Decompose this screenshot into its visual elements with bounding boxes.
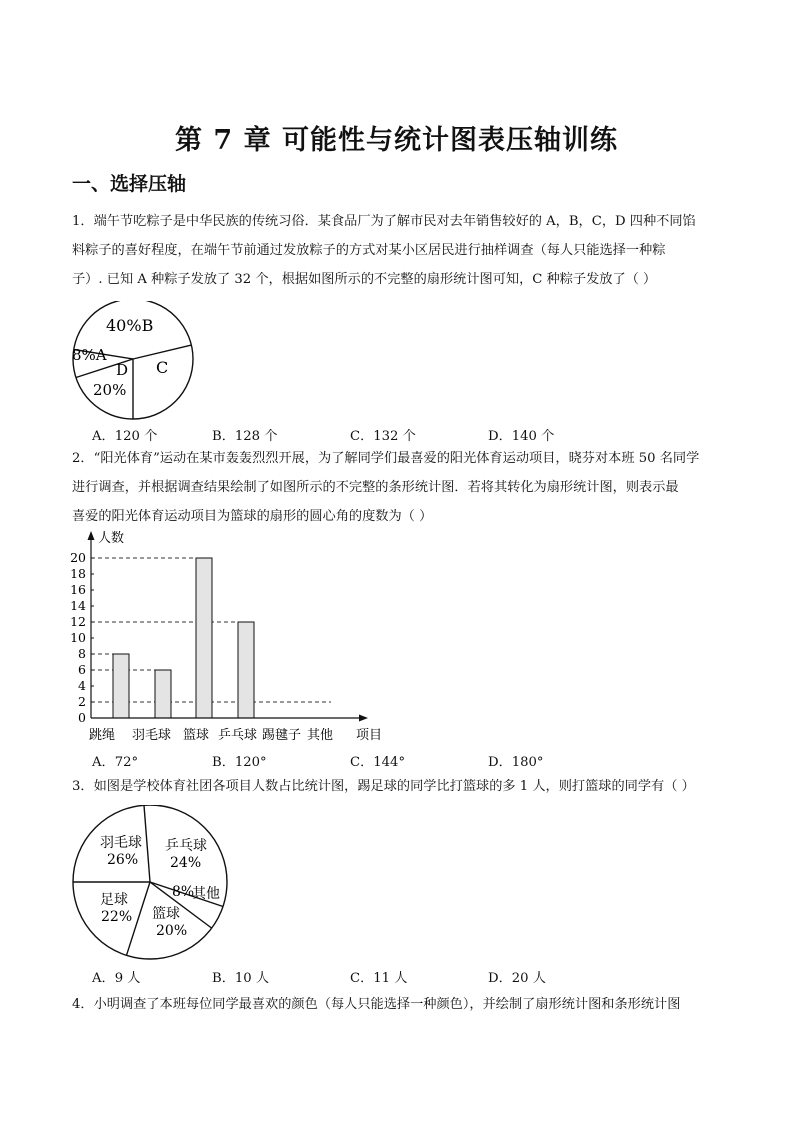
y-tick-label: 8: [78, 646, 86, 661]
y-tick-label: 0: [78, 710, 86, 725]
y-tick-label: 14: [70, 598, 86, 613]
option-b[interactable]: B．10 人: [212, 971, 270, 986]
y-tick-label: 4: [78, 678, 86, 693]
y-tick-label: 20: [70, 550, 86, 565]
page-title: 第 7 章 可能性与统计图表压轴训练: [175, 125, 618, 156]
section-heading: 一、选择压轴: [72, 173, 187, 195]
bar-乒乓球: [238, 622, 254, 718]
y-tick-label: 10: [70, 630, 86, 645]
y-tick-label: 18: [70, 566, 86, 581]
bar-羽毛球: [155, 670, 171, 718]
q2-bar-chart: [66, 527, 386, 747]
question-3-text: [72, 772, 722, 801]
question-1-text: [72, 207, 722, 294]
x-axis-arrow: [359, 715, 368, 722]
x-category-label: 踢毽子: [262, 728, 302, 743]
option-b[interactable]: B．120°: [212, 755, 267, 770]
option-d[interactable]: D．180°: [488, 755, 544, 770]
x-category-label: 篮球: [183, 728, 210, 743]
question-line: 喜爱的阳光体育运动项目为篮球的扇形的圆心角的度数为（ ）: [72, 509, 433, 524]
q3-label-basketball-percent: 20%: [156, 923, 188, 939]
y-tick-label: 16: [70, 582, 86, 597]
q1-label-b: 40%B: [106, 316, 154, 335]
bar-axes: [88, 531, 369, 722]
option-a[interactable]: A．9 人: [92, 971, 141, 986]
y-tick-label: 12: [70, 614, 86, 629]
bar-series: [113, 558, 254, 718]
question-2-text: [72, 444, 722, 531]
question-line: 1．端午节吃粽子是中华民族的传统习俗．某食品厂为了解市民对去年销售较好的 A，B，C，D 四种不同馅: [72, 214, 696, 229]
x-category-label: 跳绳: [89, 728, 116, 743]
pie-divider-b-c: [133, 345, 191, 359]
option-d[interactable]: D．20 人: [488, 971, 546, 986]
y-tick-label: 2: [78, 694, 86, 709]
option-c[interactable]: C．144°: [350, 755, 406, 770]
x-category-label: 其他: [307, 728, 334, 743]
q1-label-a: 8%A: [72, 346, 107, 364]
q1-pie-chart: [66, 301, 200, 421]
q3-label-pingpong-percent: 24%: [170, 855, 202, 871]
x-category-label: 羽毛球: [132, 728, 172, 743]
q1-label-d-percent: 20%: [93, 381, 127, 399]
option-a[interactable]: A．72°: [92, 755, 139, 770]
option-d[interactable]: D．140 个: [488, 429, 555, 444]
q3-label-badminton-percent: 26%: [107, 852, 139, 868]
option-c[interactable]: C．132 个: [350, 429, 416, 444]
y-axis-arrow: [88, 531, 95, 540]
q3-label-basketball: 篮球: [152, 906, 180, 922]
x-category-label: 乒乓球: [218, 728, 258, 743]
pie-divider-badminton-pingpong: [144, 805, 150, 882]
bar-篮球: [196, 558, 212, 718]
question-line: 3．如图是学校体育社团各项目人数占比统计图，踢足球的同学比打篮球的多 1 人，则打篮球的同学有（ ）: [72, 779, 695, 794]
q3-label-football-percent: 22%: [101, 909, 133, 925]
question-line: 2．“阳光体育”运动在某市轰轰烈烈开展，为了解同学们最喜爱的阳光体育运动项目，晓芬对本班 50 名同学: [72, 451, 700, 466]
option-c[interactable]: C．11 人: [350, 971, 408, 986]
question-4-text: [72, 990, 722, 1019]
option-a[interactable]: A．120 个: [92, 429, 158, 444]
question-line: 料粽子的喜好程度，在端午节前通过发放粽子的方式对某小区居民进行抽样调查（每人只能选择一种粽: [72, 243, 666, 258]
question-line: 进行调查，并根据调查结果绘制了如图所示的不完整的条形统计图．若将其转化为扇形统计图，则表示最: [72, 480, 679, 495]
y-axis-label: 人数: [98, 531, 125, 546]
x-axis-label: 项目: [356, 728, 383, 743]
y-tick-label: 6: [78, 662, 86, 677]
q3-label-other: 其他: [192, 886, 220, 902]
q3-label-badminton: 羽毛球: [100, 835, 142, 851]
q3-label-pingpong: 乒乓球: [165, 838, 207, 854]
q1-label-d: D: [116, 361, 129, 379]
q3-label-other-percent: 8%: [172, 884, 195, 900]
q3-label-football: 足球: [100, 892, 128, 908]
x-category-labels: [89, 727, 333, 743]
option-b[interactable]: B．128 个: [212, 429, 278, 444]
question-line: 子）. 已知 A 种粽子发放了 32 个，根据如图所示的不完整的扇形统计图可知，C 种粽子发放了（ ）: [72, 272, 657, 287]
q1-label-c: C: [156, 358, 169, 377]
question-line: 4．小明调查了本班每位同学最喜欢的颜色（每人只能选择一种颜色），并绘制了扇形统计图和条形统计图: [72, 997, 681, 1012]
bar-跳绳: [113, 654, 129, 718]
q3-pie-chart: [68, 805, 232, 960]
